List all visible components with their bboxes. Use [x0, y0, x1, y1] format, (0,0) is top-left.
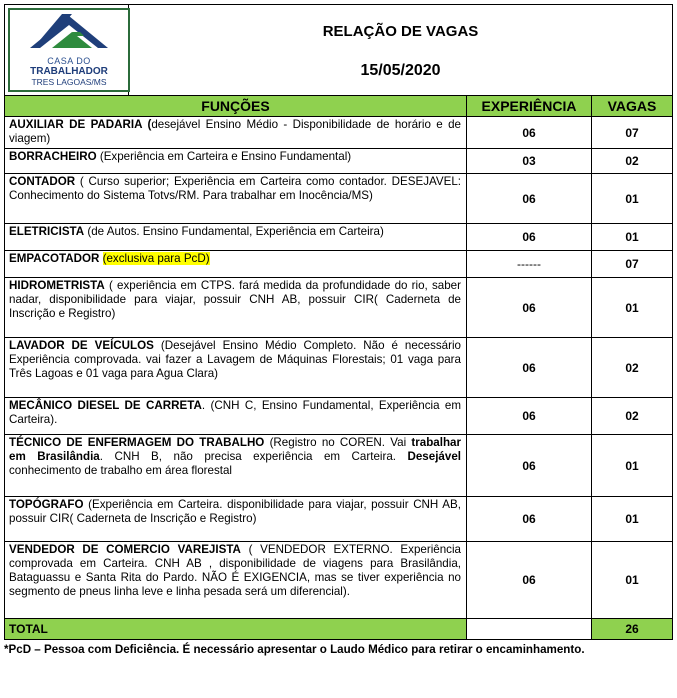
experience-value: 06: [467, 174, 592, 224]
total-label: TOTAL: [5, 619, 467, 640]
experience-value: 06: [467, 542, 592, 619]
casa-do-trabalhador-logo: [8, 8, 130, 92]
column-header-row: [5, 96, 673, 117]
table-row: [5, 435, 673, 497]
table-row: [5, 338, 673, 398]
table-row: [5, 117, 673, 149]
logo-line-3: TRES LAGOAS/MS: [31, 77, 107, 87]
logo-line-1: CASA DO: [47, 56, 91, 66]
vacancies-value: 07: [592, 251, 673, 278]
experience-value: 06: [467, 497, 592, 542]
vacancies-value: 01: [592, 435, 673, 497]
vacancies-value: 01: [592, 542, 673, 619]
job-description: TOPÓGRAFO (Experiência em Carteira. disponibilidade para viajar, possuir CNH AB, possuir CIR( Caderneta de Inscrição e Registro): [5, 497, 467, 542]
experience-value: ------: [467, 251, 592, 278]
job-description: TÉCNICO DE ENFERMAGEM DO TRABALHO (Registro no COREN. Vai trabalhar em Brasilândia. CNH B, não precisa experiência em Carteira. Desejável conhecimento de trabalho em área florestal: [5, 435, 467, 497]
table-row: [5, 251, 673, 278]
job-description: CONTADOR ( Curso superior; Experiência em Carteira como contador. DESEJAVEL: Conhecimento do Sistema Totvs/RM. Para trabalhar em Inocência/MS): [5, 174, 467, 224]
job-description: LAVADOR DE VEÍCULOS (Desejável Ensino Médio Completo. Não é necessário Experiência comprovada. vai fazer a Lavagem de Máquinas Florestais; 01 vaga para Três Lagoas e 01 vaga para Agua Clara): [5, 338, 467, 398]
job-description: ELETRICISTA (de Autos. Ensino Fundamental, Experiência em Carteira): [5, 224, 467, 251]
page-title: RELAÇÃO DE VAGAS: [322, 22, 479, 40]
vacancies-value: 07: [592, 117, 673, 149]
vacancies-value: 01: [592, 224, 673, 251]
vacancies-value: 02: [592, 149, 673, 174]
table-row: [5, 398, 673, 435]
table-row: [5, 174, 673, 224]
job-description: VENDEDOR DE COMERCIO VAREJISTA ( VENDEDOR EXTERNO. Experiência comprovada em Carteira. CNH AB , disponibilidade de viagens para Brasilândia, Bataguassu e Santa Rita do Pardo. NÃO É EXIGENCIA, mas se tiver experiência no segmento de pneus linha leve e linha pesada será um diferencial).: [5, 542, 467, 619]
table-row: [5, 497, 673, 542]
job-description: BORRACHEIRO (Experiência em Carteira e Ensino Fundamental): [5, 149, 467, 174]
col-funcoes: FUNÇÕES: [5, 96, 467, 117]
experience-value: 06: [467, 224, 592, 251]
total-row: [5, 619, 673, 640]
vacancies-value: 01: [592, 278, 673, 338]
total-empty-cell: [467, 619, 592, 640]
job-description: EMPACOTADOR (exclusiva para PcD): [5, 251, 467, 278]
logo-line-2: TRABALHADOR: [30, 66, 108, 77]
page-date: 15/05/2020: [360, 61, 441, 79]
vacancies-value: 01: [592, 497, 673, 542]
experience-value: 03: [467, 149, 592, 174]
job-description: MECÂNICO DIESEL DE CARRETA. (CNH C, Ensino Fundamental, Experiência em Carteira).: [5, 398, 467, 435]
vacancy-sheet: [4, 4, 672, 658]
table-row: [5, 278, 673, 338]
logo-cell: [5, 5, 129, 96]
footnote: *PcD – Pessoa com Deficiência. É necessário apresentar o Laudo Médico para retirar o encaminhamento.: [4, 643, 585, 656]
job-description: AUXILIAR DE PADARIA (desejável Ensino Médio - Disponibilidade de horário e de viagem): [5, 117, 467, 149]
job-description: HIDROMETRISTA ( experiência em CTPS. fará medida da profundidade do rio, saber nadar, disponibilidade para viajar, possuir CNH AB, possuir CIR( Caderneta de Inscrição e Registro): [5, 278, 467, 338]
experience-value: 06: [467, 278, 592, 338]
col-experiencia: EXPERIÊNCIA: [467, 96, 592, 117]
table-row: [5, 224, 673, 251]
experience-value: 06: [467, 435, 592, 497]
vacancies-value: 02: [592, 338, 673, 398]
experience-value: 06: [467, 338, 592, 398]
experience-value: 06: [467, 117, 592, 149]
table-row: [5, 542, 673, 619]
col-vagas: VAGAS: [592, 96, 673, 117]
header-row: [5, 5, 673, 96]
pcd-highlight: (exclusiva para PcD): [102, 252, 210, 265]
vacancies-value: 01: [592, 174, 673, 224]
total-value: 26: [592, 619, 673, 640]
title-cell: [129, 5, 673, 96]
vacancies-value: 02: [592, 398, 673, 435]
table-row: [5, 149, 673, 174]
vacancy-table: [4, 4, 673, 640]
experience-value: 06: [467, 398, 592, 435]
house-roof-icon: [10, 10, 128, 56]
